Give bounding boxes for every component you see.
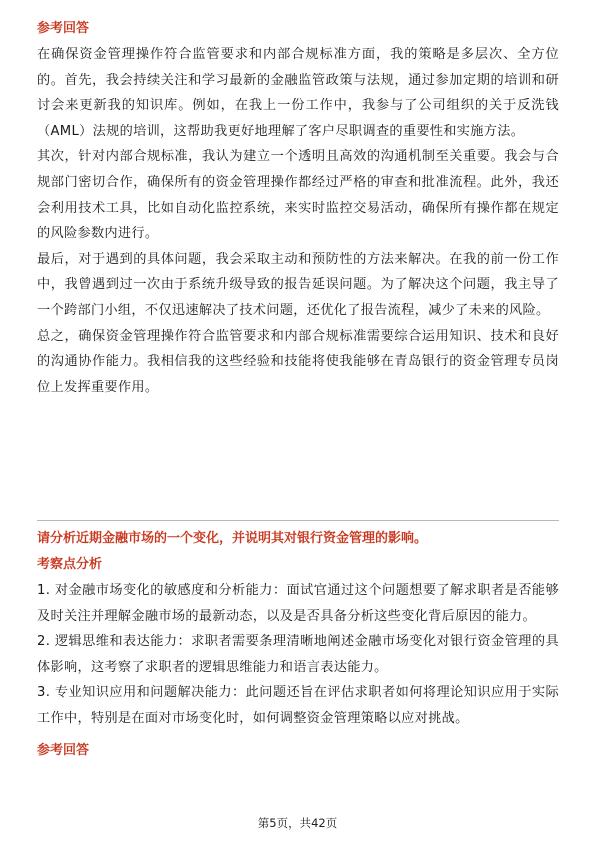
content-bottom: [37, 528, 559, 762]
reference-answer-heading: 参考回答: [37, 21, 90, 36]
answer-paragraph-4: 总之，确保资金管理操作符合监管要求和内部合规标准需要综合运用知识、技术和良好的沟通协作能力。我相信我的这些经验和技能将使我能够在青岛银行的资金管理专员岗位上发挥重要作用。: [37, 328, 559, 395]
reference-answer-heading-2: 参考回答: [37, 742, 90, 758]
content-top: [37, 18, 559, 400]
analysis-point-2: 2. 逻辑思维和表达能力：求职者需要条理清晰地阐述金融市场变化对银行资金管理的具体影响，这考察了求职者的逻辑思维能力和语言表达能力。: [37, 634, 559, 675]
analysis-point-1: 1. 对金融市场变化的敏感度和分析能力：面试官通过这个问题想要了解求职者是否能够及时关注并理解金融市场的最新动态，以及是否具备分析这些变化背后原因的能力。: [37, 583, 559, 624]
analysis-heading: 考察点分析: [37, 557, 103, 572]
answer-paragraph-2: 其次，针对内部合规标准，我认为建立一个透明且高效的沟通机制至关重要。我会与合规部门密切合作，确保所有的资金管理操作都经过严格的审查和批准流程。此外，我还会利用技术工具，比如自动化监控系统，来实时监控交易活动，确保所有操作都在规定的风险参数内进行。: [37, 149, 559, 242]
answer-paragraph-1: 在确保资金管理操作符合监管要求和内部合规标准方面，我的策略是多层次、全方位的。首先，我会持续关注和学习最新的金融监管政策与法规，通过参加定期的培训和研讨会来更新我的知识库。例如，在我上一份工作中，我参与了公司组织的关于反洗钱（AML）法规的培训，这帮助我更好地理解了客户尽职调查的重要性和实施方法。: [37, 47, 559, 139]
analysis-point-3: 3. 专业知识应用和问题解决能力：此问题还旨在评估求职者如何将理论知识应用于实际工作中，特别是在面对市场变化时，如何调整资金管理策略以应对挑战。: [37, 685, 559, 726]
section-divider: [37, 520, 559, 521]
question-text: 请分析近期金融市场的一个变化，并说明其对银行资金管理的影响。: [37, 531, 428, 546]
page-footer: 第5页，共42页: [257, 816, 338, 830]
answer-paragraph-3: 最后，对于遇到的具体问题，我会采取主动和预防性的方法来解决。在我的前一份工作中，我曾遇到过一次由于系统升级导致的报告延误问题。为了解决这个问题，我主导了一个跨部门小组，不仅迅速解决了技术问题，还优化了报告流程，减少了未来的风险。: [37, 251, 559, 318]
